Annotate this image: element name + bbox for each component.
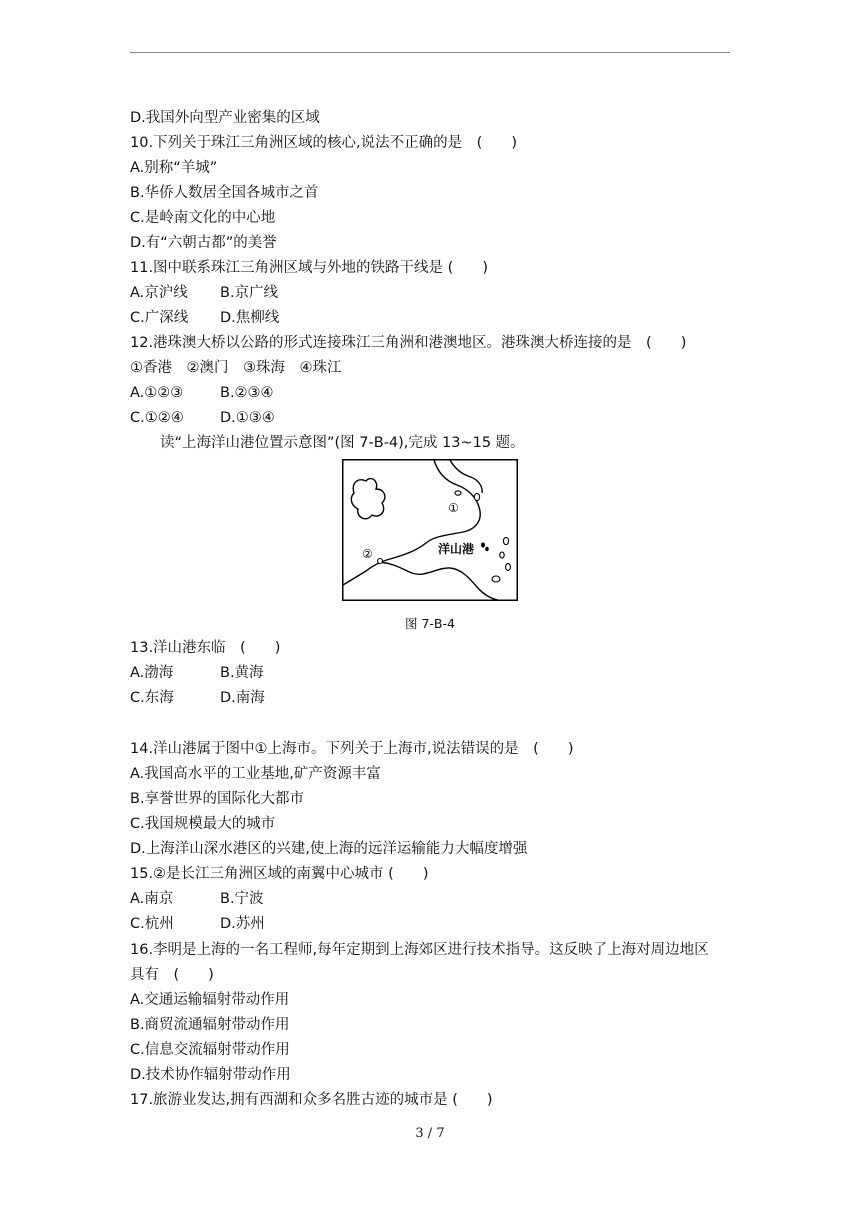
option-d: D.苏州: [220, 916, 265, 932]
island: [503, 537, 508, 544]
question-15: 15.②是长江三角洲区域的南翼中心城市 ( ): [130, 866, 429, 882]
option-d: D.南海: [220, 690, 265, 706]
options-q11-cd: [130, 308, 280, 328]
option-d-q10: D.有“六朝古都”的美誉: [130, 235, 277, 251]
yangshan-port-label: 洋山港: [438, 542, 475, 556]
option-b-q14: B.享誉世界的国际化大都市: [130, 791, 305, 807]
options-q13-cd: [130, 688, 265, 708]
label-1: ①: [448, 501, 459, 515]
options-q13-ab: [130, 663, 264, 683]
option-c-q10: C.是岭南文化的中心地: [130, 210, 276, 226]
q12-choices: ①香港 ②澳门 ③珠海 ④珠江: [130, 360, 342, 376]
option-d-q16: D.技术协作辐射带动作用: [130, 1067, 291, 1083]
figure-caption: 图 7-B-4: [405, 616, 455, 631]
option-a: A.京沪线: [130, 285, 188, 301]
label-2: ②: [362, 547, 373, 561]
option-d: D.焦柳线: [220, 310, 280, 326]
option-d-q14: D.上海洋山深水港区的兴建,使上海的远洋运输能力大幅度增强: [130, 841, 528, 857]
question-16-cont: 具有 ( ): [130, 967, 214, 983]
option-c-q14: C.我国规模最大的城市: [130, 816, 276, 832]
option-a: A.①②③: [130, 385, 184, 401]
island: [506, 564, 511, 571]
option-b-q16: B.商贸流通辐射带动作用: [130, 1017, 290, 1033]
option-b: B.京广线: [220, 285, 279, 301]
question-17: 17.旅游业发达,拥有西湖和众多名胜古迹的城市是 ( ): [130, 1092, 493, 1108]
option-b: B.②③④: [220, 385, 274, 401]
options-q15-ab: [130, 889, 264, 909]
options-q12-ab: [130, 383, 274, 403]
question-16: 16.李明是上海的一名工程师,每年定期到上海郊区进行技术指导。这反映了上海对周边地区: [130, 942, 709, 958]
option-c: C.①②④: [130, 410, 184, 426]
question-13: 13.洋山港东临 ( ): [130, 640, 281, 656]
option-a-q16: A.交通运输辐射带动作用: [130, 992, 290, 1008]
reading-instruction: 读“上海洋山港位置示意图”(图 7-B-4),完成 13~15 题。: [160, 435, 525, 451]
island: [474, 493, 479, 500]
option-d: D.①③④: [220, 410, 275, 426]
header-rule: [130, 52, 730, 53]
page-number: 3 / 7: [415, 1126, 445, 1141]
question-10: 10.下列关于珠江三角洲区域的核心,说法不正确的是 ( ): [130, 135, 517, 151]
yangshan-port-map: [342, 459, 518, 601]
option-b-q10: B.华侨人数居全国各城市之首: [130, 185, 319, 201]
option-b: B.宁波: [220, 891, 264, 907]
island: [500, 552, 504, 558]
option-c: C.杭州: [130, 916, 174, 932]
option-c-q16: C.信息交流辐射带动作用: [130, 1042, 290, 1058]
option-a: A.南京: [130, 891, 174, 907]
island: [485, 547, 489, 552]
island: [481, 542, 485, 547]
option-d-q9: D.我国外向型产业密集的区域: [130, 110, 320, 126]
question-12: 12.港珠澳大桥以公路的形式连接珠江三角洲和港澳地区。港珠澳大桥连接的是 ( ): [130, 335, 687, 351]
options-q12-cd: [130, 408, 275, 428]
question-14: 14.洋山港属于图中①上海市。下列关于上海市,说法错误的是 ( ): [130, 741, 574, 757]
question-11: 11.图中联系珠江三角洲区域与外地的铁路干线是 ( ): [130, 260, 488, 276]
option-a-q14: A.我国高水平的工业基地,矿产资源丰富: [130, 766, 381, 782]
option-a: A.渤海: [130, 665, 174, 681]
island: [492, 576, 500, 582]
option-c: C.东海: [130, 690, 174, 706]
island: [455, 491, 461, 495]
options-q15-cd: [130, 914, 265, 934]
option-c: C.广深线: [130, 310, 189, 326]
option-b: B.黄海: [220, 665, 264, 681]
option-a-q10: A.别称“羊城”: [130, 160, 218, 176]
city-2-marker: [378, 559, 383, 564]
options-q11-ab: [130, 283, 279, 303]
